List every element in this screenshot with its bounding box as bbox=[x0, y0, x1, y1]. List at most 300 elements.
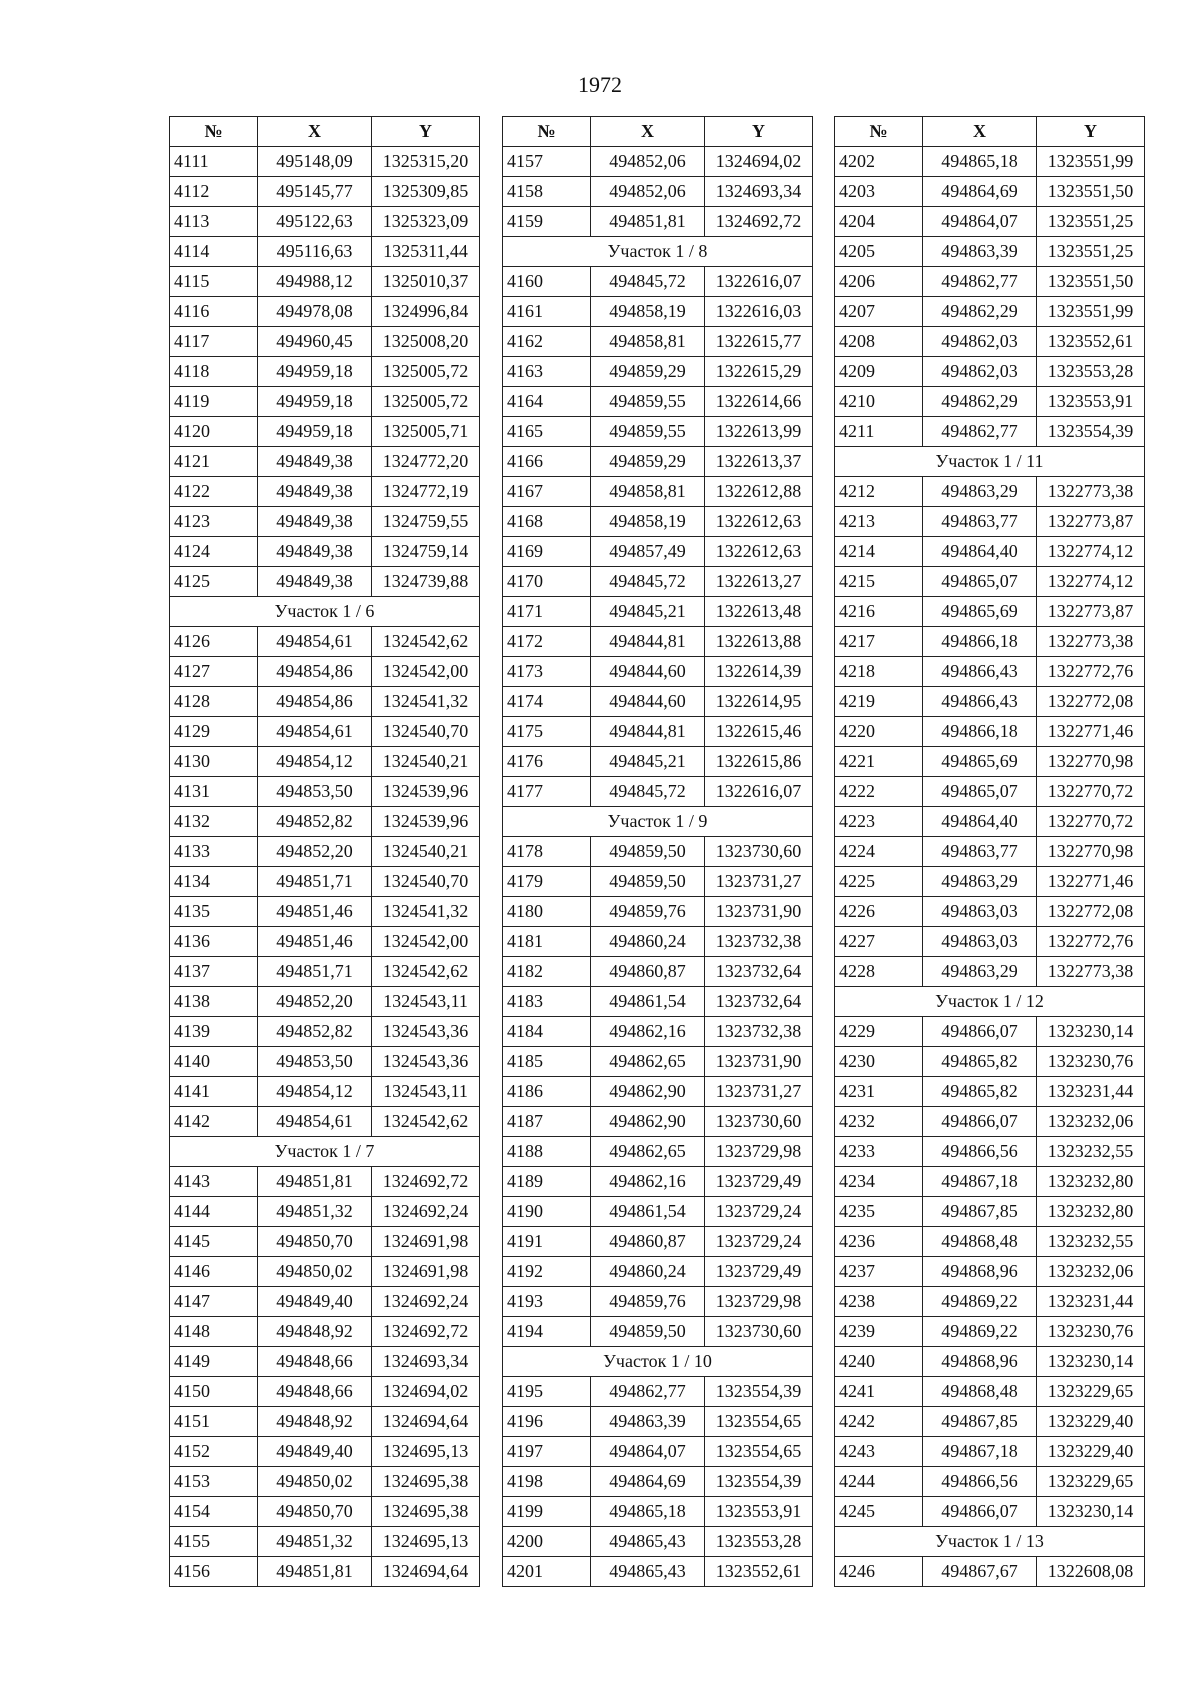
coord-y: 1322613,99 bbox=[705, 417, 813, 447]
point-number: 4145 bbox=[170, 1227, 258, 1257]
coord-x: 494959,18 bbox=[258, 357, 372, 387]
table-row bbox=[835, 1017, 1145, 1047]
point-number: 4184 bbox=[503, 1017, 591, 1047]
table-row bbox=[170, 1197, 480, 1227]
point-number: 4218 bbox=[835, 657, 923, 687]
point-number: 4227 bbox=[835, 927, 923, 957]
section-title: Участок 1 / 13 bbox=[835, 1527, 1145, 1557]
table-row bbox=[503, 987, 813, 1017]
coord-y: 1322771,46 bbox=[1037, 867, 1145, 897]
table-row bbox=[170, 477, 480, 507]
header-number: № bbox=[503, 117, 591, 147]
point-number: 4246 bbox=[835, 1557, 923, 1587]
coord-x: 494865,43 bbox=[591, 1557, 705, 1587]
coord-x: 494852,20 bbox=[258, 837, 372, 867]
table-row bbox=[835, 1467, 1145, 1497]
coordinates-table-2 bbox=[502, 116, 813, 1587]
table-row bbox=[503, 897, 813, 927]
coord-y: 1324694,64 bbox=[372, 1557, 480, 1587]
table-row bbox=[503, 1557, 813, 1587]
point-number: 4135 bbox=[170, 897, 258, 927]
table-row bbox=[835, 207, 1145, 237]
point-number: 4172 bbox=[503, 627, 591, 657]
coord-y: 1323231,44 bbox=[1037, 1287, 1145, 1317]
coord-y: 1323729,98 bbox=[705, 1137, 813, 1167]
point-number: 4242 bbox=[835, 1407, 923, 1437]
coord-x: 494863,77 bbox=[923, 507, 1037, 537]
coord-x: 494849,38 bbox=[258, 567, 372, 597]
coord-y: 1323230,14 bbox=[1037, 1017, 1145, 1047]
coord-y: 1323232,55 bbox=[1037, 1137, 1145, 1167]
table-row bbox=[835, 237, 1145, 267]
coord-y: 1324772,20 bbox=[372, 447, 480, 477]
coord-y: 1322770,72 bbox=[1037, 777, 1145, 807]
point-number: 4153 bbox=[170, 1467, 258, 1497]
coord-y: 1322615,86 bbox=[705, 747, 813, 777]
point-number: 4193 bbox=[503, 1287, 591, 1317]
point-number: 4223 bbox=[835, 807, 923, 837]
coord-x: 494853,50 bbox=[258, 1047, 372, 1077]
coord-x: 494862,90 bbox=[591, 1077, 705, 1107]
table-row bbox=[835, 1257, 1145, 1287]
table-row bbox=[503, 1497, 813, 1527]
point-number: 4118 bbox=[170, 357, 258, 387]
section-row bbox=[835, 1527, 1145, 1557]
point-number: 4235 bbox=[835, 1197, 923, 1227]
coord-x: 494959,18 bbox=[258, 417, 372, 447]
coord-y: 1323732,38 bbox=[705, 927, 813, 957]
section-title: Участок 1 / 9 bbox=[503, 807, 813, 837]
point-number: 4167 bbox=[503, 477, 591, 507]
table-row bbox=[170, 267, 480, 297]
coord-x: 494850,02 bbox=[258, 1257, 372, 1287]
table-row bbox=[503, 1287, 813, 1317]
header-x: X bbox=[591, 117, 705, 147]
coord-y: 1324691,98 bbox=[372, 1227, 480, 1257]
table-row bbox=[503, 657, 813, 687]
coord-y: 1323553,28 bbox=[1037, 357, 1145, 387]
header-x: X bbox=[923, 117, 1037, 147]
coord-x: 494959,18 bbox=[258, 387, 372, 417]
point-number: 4130 bbox=[170, 747, 258, 777]
coord-y: 1323551,99 bbox=[1037, 297, 1145, 327]
table-row bbox=[170, 1107, 480, 1137]
coord-y: 1324772,19 bbox=[372, 477, 480, 507]
point-number: 4241 bbox=[835, 1377, 923, 1407]
coord-x: 494864,40 bbox=[923, 807, 1037, 837]
coord-x: 494859,50 bbox=[591, 867, 705, 897]
point-number: 4187 bbox=[503, 1107, 591, 1137]
coord-x: 494862,65 bbox=[591, 1137, 705, 1167]
coord-x: 494859,29 bbox=[591, 447, 705, 477]
coord-x: 495145,77 bbox=[258, 177, 372, 207]
coord-y: 1322773,87 bbox=[1037, 507, 1145, 537]
table-row bbox=[170, 237, 480, 267]
point-number: 4183 bbox=[503, 987, 591, 1017]
section-row bbox=[835, 447, 1145, 477]
table-row bbox=[170, 777, 480, 807]
table-row bbox=[170, 1467, 480, 1497]
point-number: 4232 bbox=[835, 1107, 923, 1137]
point-number: 4111 bbox=[170, 147, 258, 177]
coord-x: 494848,66 bbox=[258, 1347, 372, 1377]
point-number: 4178 bbox=[503, 837, 591, 867]
point-number: 4202 bbox=[835, 147, 923, 177]
point-number: 4221 bbox=[835, 747, 923, 777]
coord-x: 494864,69 bbox=[591, 1467, 705, 1497]
table-row bbox=[503, 477, 813, 507]
coord-x: 494988,12 bbox=[258, 267, 372, 297]
coord-y: 1324539,96 bbox=[372, 777, 480, 807]
table-row bbox=[503, 777, 813, 807]
coord-y: 1322614,39 bbox=[705, 657, 813, 687]
table-row bbox=[503, 1437, 813, 1467]
coord-x: 494978,08 bbox=[258, 297, 372, 327]
coord-x: 494869,22 bbox=[923, 1317, 1037, 1347]
coord-y: 1324693,34 bbox=[372, 1347, 480, 1377]
coord-y: 1325008,20 bbox=[372, 327, 480, 357]
point-number: 4144 bbox=[170, 1197, 258, 1227]
table-row bbox=[170, 1077, 480, 1107]
table-row bbox=[170, 567, 480, 597]
point-number: 4190 bbox=[503, 1197, 591, 1227]
point-number: 4143 bbox=[170, 1167, 258, 1197]
table-row bbox=[835, 777, 1145, 807]
point-number: 4228 bbox=[835, 957, 923, 987]
table-header-row bbox=[835, 117, 1145, 147]
coord-y: 1322612,63 bbox=[705, 507, 813, 537]
coord-x: 494865,82 bbox=[923, 1077, 1037, 1107]
coord-y: 1323551,50 bbox=[1037, 267, 1145, 297]
table-row bbox=[170, 327, 480, 357]
coord-x: 494866,18 bbox=[923, 717, 1037, 747]
point-number: 4214 bbox=[835, 537, 923, 567]
coord-x: 494868,96 bbox=[923, 1257, 1037, 1287]
point-number: 4181 bbox=[503, 927, 591, 957]
table-row bbox=[835, 717, 1145, 747]
point-number: 4204 bbox=[835, 207, 923, 237]
table-row bbox=[503, 387, 813, 417]
coord-y: 1323232,55 bbox=[1037, 1227, 1145, 1257]
point-number: 4213 bbox=[835, 507, 923, 537]
coord-y: 1323230,14 bbox=[1037, 1347, 1145, 1377]
point-number: 4217 bbox=[835, 627, 923, 657]
point-number: 4176 bbox=[503, 747, 591, 777]
coord-x: 494859,55 bbox=[591, 387, 705, 417]
table-row bbox=[170, 1227, 480, 1257]
coord-y: 1324695,13 bbox=[372, 1527, 480, 1557]
point-number: 4185 bbox=[503, 1047, 591, 1077]
coord-x: 494845,21 bbox=[591, 597, 705, 627]
point-number: 4117 bbox=[170, 327, 258, 357]
point-number: 4149 bbox=[170, 1347, 258, 1377]
coord-x: 494848,92 bbox=[258, 1317, 372, 1347]
point-number: 4112 bbox=[170, 177, 258, 207]
section-title: Участок 1 / 6 bbox=[170, 597, 480, 627]
coord-y: 1322612,63 bbox=[705, 537, 813, 567]
coord-x: 494866,56 bbox=[923, 1467, 1037, 1497]
point-number: 4131 bbox=[170, 777, 258, 807]
table-row bbox=[835, 1287, 1145, 1317]
point-number: 4124 bbox=[170, 537, 258, 567]
coord-x: 494852,06 bbox=[591, 147, 705, 177]
coord-y: 1324694,02 bbox=[705, 147, 813, 177]
coord-y: 1323554,65 bbox=[705, 1437, 813, 1467]
coord-x: 494863,03 bbox=[923, 897, 1037, 927]
table-row bbox=[835, 297, 1145, 327]
coord-x: 494867,67 bbox=[923, 1557, 1037, 1587]
point-number: 4160 bbox=[503, 267, 591, 297]
table-row bbox=[503, 1137, 813, 1167]
point-number: 4156 bbox=[170, 1557, 258, 1587]
table-row bbox=[835, 1377, 1145, 1407]
point-number: 4230 bbox=[835, 1047, 923, 1077]
coord-x: 494854,61 bbox=[258, 717, 372, 747]
coord-y: 1322613,88 bbox=[705, 627, 813, 657]
point-number: 4169 bbox=[503, 537, 591, 567]
point-number: 4166 bbox=[503, 447, 591, 477]
section-row bbox=[503, 1347, 813, 1377]
point-number: 4137 bbox=[170, 957, 258, 987]
coord-x: 494866,43 bbox=[923, 657, 1037, 687]
coord-y: 1324739,88 bbox=[372, 567, 480, 597]
coord-y: 1324542,62 bbox=[372, 957, 480, 987]
point-number: 4121 bbox=[170, 447, 258, 477]
point-number: 4161 bbox=[503, 297, 591, 327]
coord-y: 1324542,00 bbox=[372, 927, 480, 957]
coord-y: 1322616,07 bbox=[705, 267, 813, 297]
coord-x: 494851,71 bbox=[258, 867, 372, 897]
table-row bbox=[170, 417, 480, 447]
coord-y: 1324540,70 bbox=[372, 717, 480, 747]
table-row bbox=[835, 657, 1145, 687]
coord-x: 494867,18 bbox=[923, 1437, 1037, 1467]
coord-x: 494865,07 bbox=[923, 777, 1037, 807]
point-number: 4139 bbox=[170, 1017, 258, 1047]
coord-x: 494845,72 bbox=[591, 777, 705, 807]
table-row bbox=[170, 987, 480, 1017]
coord-y: 1323552,61 bbox=[705, 1557, 813, 1587]
point-number: 4173 bbox=[503, 657, 591, 687]
table-row bbox=[835, 1317, 1145, 1347]
coord-x: 494851,81 bbox=[258, 1167, 372, 1197]
coord-y: 1322772,76 bbox=[1037, 657, 1145, 687]
coord-x: 494848,92 bbox=[258, 1407, 372, 1437]
point-number: 4128 bbox=[170, 687, 258, 717]
table-row bbox=[835, 1077, 1145, 1107]
point-number: 4219 bbox=[835, 687, 923, 717]
coord-x: 494862,65 bbox=[591, 1047, 705, 1077]
table-row bbox=[503, 927, 813, 957]
coord-x: 494864,07 bbox=[923, 207, 1037, 237]
table-row bbox=[835, 747, 1145, 777]
coord-x: 494854,12 bbox=[258, 747, 372, 777]
point-number: 4113 bbox=[170, 207, 258, 237]
coord-x: 494868,48 bbox=[923, 1377, 1037, 1407]
coord-x: 494861,54 bbox=[591, 1197, 705, 1227]
coord-x: 495116,63 bbox=[258, 237, 372, 267]
coord-x: 495122,63 bbox=[258, 207, 372, 237]
point-number: 4198 bbox=[503, 1467, 591, 1497]
point-number: 4245 bbox=[835, 1497, 923, 1527]
point-number: 4179 bbox=[503, 867, 591, 897]
coord-x: 494868,48 bbox=[923, 1227, 1037, 1257]
coord-x: 494866,18 bbox=[923, 627, 1037, 657]
section-row bbox=[835, 987, 1145, 1017]
coord-x: 494854,86 bbox=[258, 687, 372, 717]
table-row bbox=[170, 357, 480, 387]
coord-y: 1323229,65 bbox=[1037, 1467, 1145, 1497]
coord-y: 1323729,49 bbox=[705, 1257, 813, 1287]
coord-x: 494867,18 bbox=[923, 1167, 1037, 1197]
coord-x: 494861,54 bbox=[591, 987, 705, 1017]
coord-y: 1323230,76 bbox=[1037, 1317, 1145, 1347]
table-row bbox=[503, 507, 813, 537]
table-row bbox=[170, 447, 480, 477]
table-row bbox=[835, 1557, 1145, 1587]
table-row bbox=[503, 417, 813, 447]
table-row bbox=[835, 957, 1145, 987]
table-row bbox=[170, 147, 480, 177]
coord-y: 1323731,27 bbox=[705, 1077, 813, 1107]
coord-x: 494858,19 bbox=[591, 297, 705, 327]
table-row bbox=[170, 717, 480, 747]
coord-x: 494865,82 bbox=[923, 1047, 1037, 1077]
coord-x: 494863,77 bbox=[923, 837, 1037, 867]
coord-y: 1322612,88 bbox=[705, 477, 813, 507]
coord-x: 494862,77 bbox=[923, 267, 1037, 297]
coord-y: 1323732,64 bbox=[705, 957, 813, 987]
coord-y: 1325309,85 bbox=[372, 177, 480, 207]
section-title: Участок 1 / 11 bbox=[835, 447, 1145, 477]
coord-y: 1322616,03 bbox=[705, 297, 813, 327]
table-row bbox=[503, 327, 813, 357]
table-row bbox=[835, 177, 1145, 207]
coord-x: 494867,85 bbox=[923, 1407, 1037, 1437]
point-number: 4192 bbox=[503, 1257, 591, 1287]
coord-x: 494854,61 bbox=[258, 627, 372, 657]
table-row bbox=[503, 147, 813, 177]
coord-x: 494863,03 bbox=[923, 927, 1037, 957]
point-number: 4158 bbox=[503, 177, 591, 207]
coord-x: 494849,38 bbox=[258, 507, 372, 537]
coord-y: 1324692,24 bbox=[372, 1197, 480, 1227]
coord-y: 1322614,95 bbox=[705, 687, 813, 717]
coord-x: 494852,82 bbox=[258, 807, 372, 837]
coord-y: 1323232,06 bbox=[1037, 1107, 1145, 1137]
coord-y: 1323229,65 bbox=[1037, 1377, 1145, 1407]
point-number: 4125 bbox=[170, 567, 258, 597]
table-row bbox=[835, 1437, 1145, 1467]
coord-x: 494866,07 bbox=[923, 1107, 1037, 1137]
table-row bbox=[170, 807, 480, 837]
coord-y: 1323731,90 bbox=[705, 897, 813, 927]
coord-y: 1324759,55 bbox=[372, 507, 480, 537]
coord-y: 1322774,12 bbox=[1037, 537, 1145, 567]
table-row bbox=[170, 1497, 480, 1527]
table-row bbox=[503, 1047, 813, 1077]
table-row bbox=[170, 1377, 480, 1407]
table-row bbox=[503, 1197, 813, 1227]
table-row bbox=[170, 897, 480, 927]
coord-x: 494868,96 bbox=[923, 1347, 1037, 1377]
coord-x: 494845,72 bbox=[591, 567, 705, 597]
coord-x: 494862,03 bbox=[923, 357, 1037, 387]
table-row bbox=[835, 357, 1145, 387]
point-number: 4231 bbox=[835, 1077, 923, 1107]
point-number: 4240 bbox=[835, 1347, 923, 1377]
point-number: 4203 bbox=[835, 177, 923, 207]
table-row bbox=[170, 537, 480, 567]
coord-y: 1324759,14 bbox=[372, 537, 480, 567]
coord-y: 1324541,32 bbox=[372, 897, 480, 927]
coord-y: 1323231,44 bbox=[1037, 1077, 1145, 1107]
point-number: 4220 bbox=[835, 717, 923, 747]
point-number: 4140 bbox=[170, 1047, 258, 1077]
coord-x: 494852,20 bbox=[258, 987, 372, 1017]
table-row bbox=[835, 927, 1145, 957]
coordinates-table-1 bbox=[169, 116, 480, 1587]
coord-x: 494862,29 bbox=[923, 297, 1037, 327]
coord-y: 1322615,29 bbox=[705, 357, 813, 387]
table-row bbox=[835, 867, 1145, 897]
coord-y: 1324693,34 bbox=[705, 177, 813, 207]
coord-y: 1322772,76 bbox=[1037, 927, 1145, 957]
coord-x: 494849,38 bbox=[258, 477, 372, 507]
point-number: 4194 bbox=[503, 1317, 591, 1347]
point-number: 4224 bbox=[835, 837, 923, 867]
table-row bbox=[835, 1197, 1145, 1227]
coord-y: 1322616,07 bbox=[705, 777, 813, 807]
coord-y: 1323553,91 bbox=[1037, 387, 1145, 417]
table-row bbox=[835, 477, 1145, 507]
coord-y: 1323553,91 bbox=[705, 1497, 813, 1527]
table-row bbox=[835, 387, 1145, 417]
point-number: 4216 bbox=[835, 597, 923, 627]
table-row bbox=[835, 627, 1145, 657]
coord-y: 1323554,39 bbox=[1037, 417, 1145, 447]
point-number: 4196 bbox=[503, 1407, 591, 1437]
coord-x: 494849,38 bbox=[258, 537, 372, 567]
table-row bbox=[503, 1257, 813, 1287]
coord-y: 1322773,38 bbox=[1037, 477, 1145, 507]
coord-y: 1324692,72 bbox=[372, 1167, 480, 1197]
coord-y: 1324540,21 bbox=[372, 747, 480, 777]
table-row bbox=[835, 837, 1145, 867]
point-number: 4234 bbox=[835, 1167, 923, 1197]
coord-x: 494960,45 bbox=[258, 327, 372, 357]
coord-y: 1324694,02 bbox=[372, 1377, 480, 1407]
point-number: 4150 bbox=[170, 1377, 258, 1407]
table-row bbox=[835, 417, 1145, 447]
table-row bbox=[170, 867, 480, 897]
coord-y: 1324542,62 bbox=[372, 627, 480, 657]
coord-x: 494864,40 bbox=[923, 537, 1037, 567]
point-number: 4209 bbox=[835, 357, 923, 387]
point-number: 4155 bbox=[170, 1527, 258, 1557]
coord-y: 1325005,72 bbox=[372, 387, 480, 417]
coord-x: 494866,07 bbox=[923, 1017, 1037, 1047]
table-row bbox=[503, 1017, 813, 1047]
coord-y: 1322770,98 bbox=[1037, 837, 1145, 867]
table-row bbox=[835, 1497, 1145, 1527]
point-number: 4147 bbox=[170, 1287, 258, 1317]
point-number: 4225 bbox=[835, 867, 923, 897]
coord-y: 1323551,50 bbox=[1037, 177, 1145, 207]
table-row bbox=[170, 507, 480, 537]
coord-y: 1325311,44 bbox=[372, 237, 480, 267]
table-row bbox=[835, 1107, 1145, 1137]
